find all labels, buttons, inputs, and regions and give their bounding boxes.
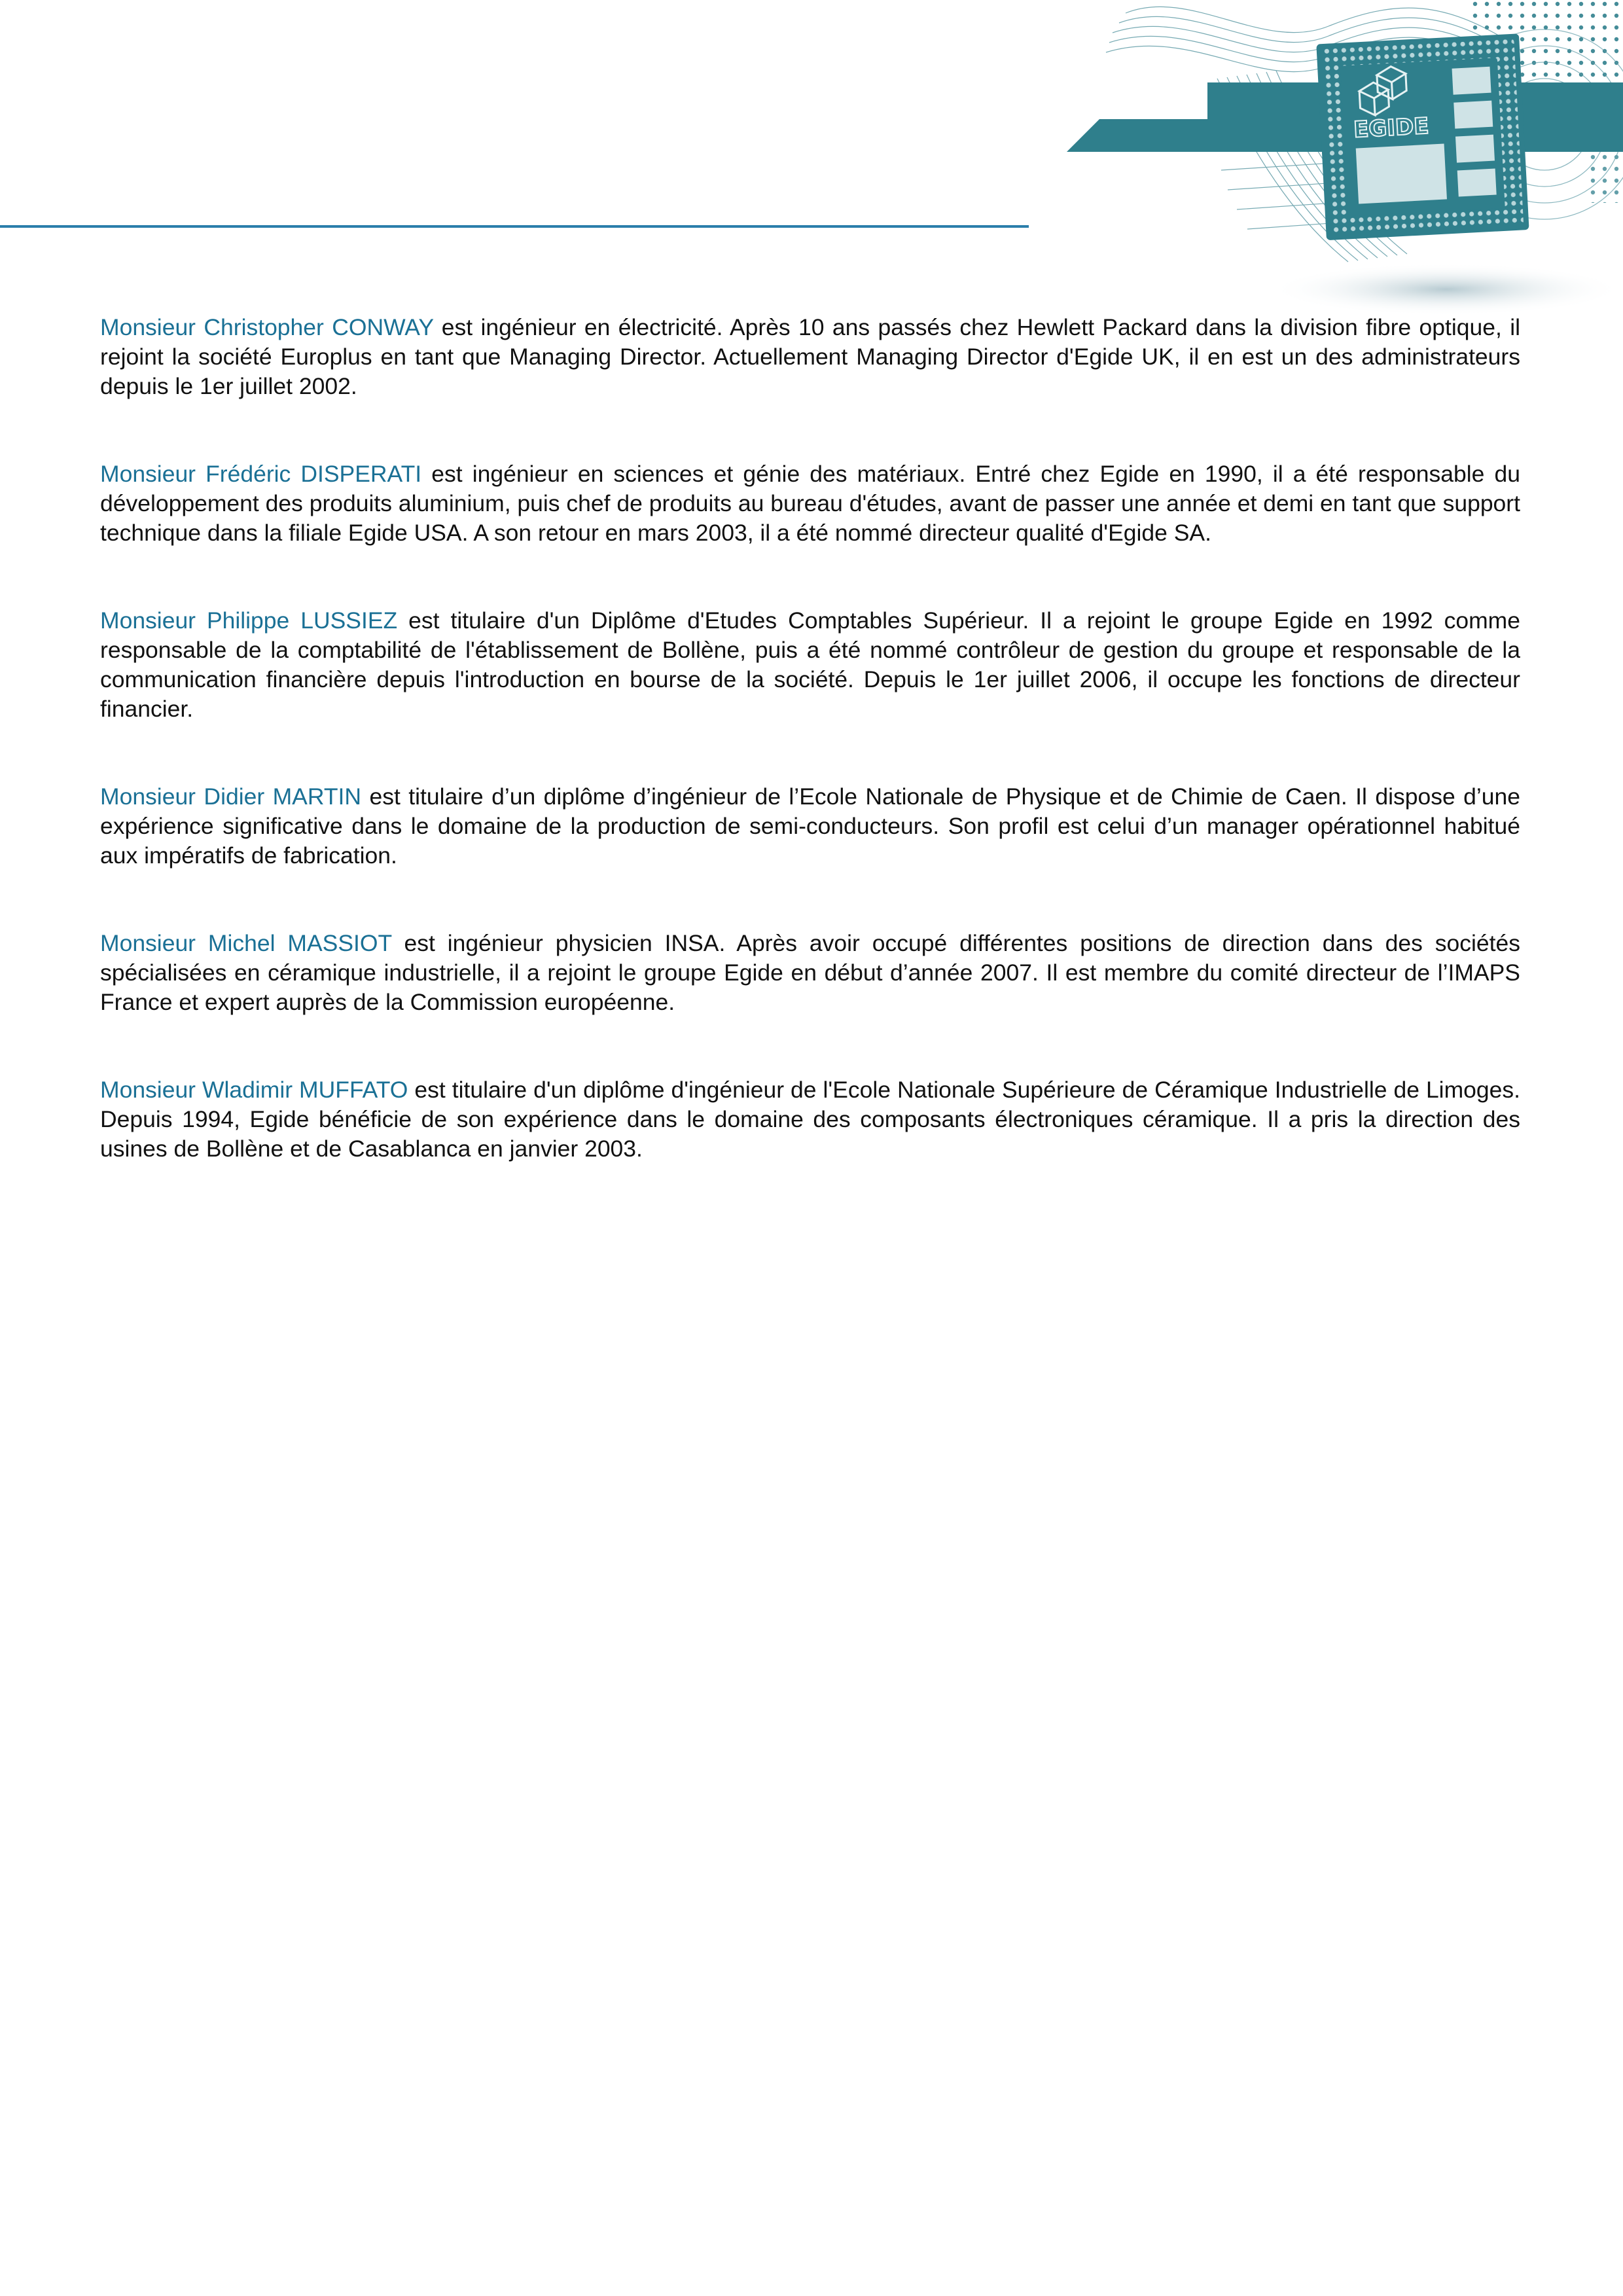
bio-paragraph	[100, 459, 1520, 548]
bio-paragraph	[100, 929, 1520, 1017]
bio-paragraph	[100, 782, 1520, 870]
bio-name: Monsieur Philippe LUSSIEZ	[100, 607, 398, 634]
bio-name: Monsieur Frédéric DISPERATI	[100, 461, 422, 487]
egide-header-illustration	[1047, 0, 1623, 314]
bio-text: est ingénieur en électricité. Après 10 ans passés chez Hewlett Packard dans la division fibre optique, il rejoint la société Europlus en tant que Managing Director. Actuellement Managing Director d'Egide UK, il en est un des administrateurs depuis le 1er juillet 2002.	[100, 314, 1520, 399]
chip-shadow	[1270, 263, 1623, 314]
bio-paragraph	[100, 313, 1520, 401]
bio-name: Monsieur Wladimir MUFFATO	[100, 1077, 408, 1103]
bio-name: Monsieur Christopher CONWAY	[100, 314, 434, 340]
bio-name: Monsieur Didier MARTIN	[100, 783, 362, 810]
bio-text: est ingénieur en sciences et génie des matériaux. Entré chez Egide en 1990, il a été responsable du développement des produits aluminium, puis chef de produits au bureau d'études, avant de passer une année et demi en tant que support technique dans la filiale Egide USA. A son retour en mars 2003, il a été nommé directeur qualité d'Egide SA.	[100, 461, 1520, 546]
management-bios	[100, 313, 1520, 1222]
chip-icon	[1316, 33, 1529, 240]
chip-logo-text: EGIDE	[1353, 113, 1430, 143]
bio-text: est titulaire d'un diplôme d'ingénieur de l'Ecole Nationale Supérieure de Céramique Industrielle de Limoges. Depuis 1994, Egide bénéficie de son expérience dans le domaine des composants électroniques céramique. Il a pris la direction des usines de Bollène et de Casablanca en janvier 2003.	[100, 1077, 1520, 1162]
header-rule	[0, 225, 1029, 228]
bio-text: est titulaire d'un Diplôme d'Etudes Comptables Supérieur. Il a rejoint le groupe Egide en 1992 comme responsable de la comptabilité de l'établissement de Bollène, puis a été nommé contrôleur de gestion du groupe et responsable de la communication financière depuis l'introduction en bourse de la société. Depuis le 1er juillet 2006, il occupe les fonctions de directeur financier.	[100, 607, 1520, 722]
bio-name: Monsieur Michel MASSIOT	[100, 930, 392, 956]
bio-paragraph	[100, 606, 1520, 724]
bio-paragraph	[100, 1075, 1520, 1164]
chip-die	[1356, 144, 1447, 204]
bio-text: est titulaire d’un diplôme d’ingénieur de l’Ecole Nationale de Physique et de Chimie de Caen. Il dispose d’une expérience significative dans le domaine de la production de semi-conducteurs. Son profil est celui d’un manager opérationnel habitué aux impératifs de fabrication.	[100, 783, 1520, 869]
bio-text: est ingénieur physicien INSA. Après avoir occupé différentes positions de direction dans des sociétés spécialisées en céramique industrielle, il a rejoint le groupe Egide en début d’année 2007. Il est membre du comité directeur de l’IMAPS France et expert auprès de la Commission européenne.	[100, 930, 1520, 1015]
